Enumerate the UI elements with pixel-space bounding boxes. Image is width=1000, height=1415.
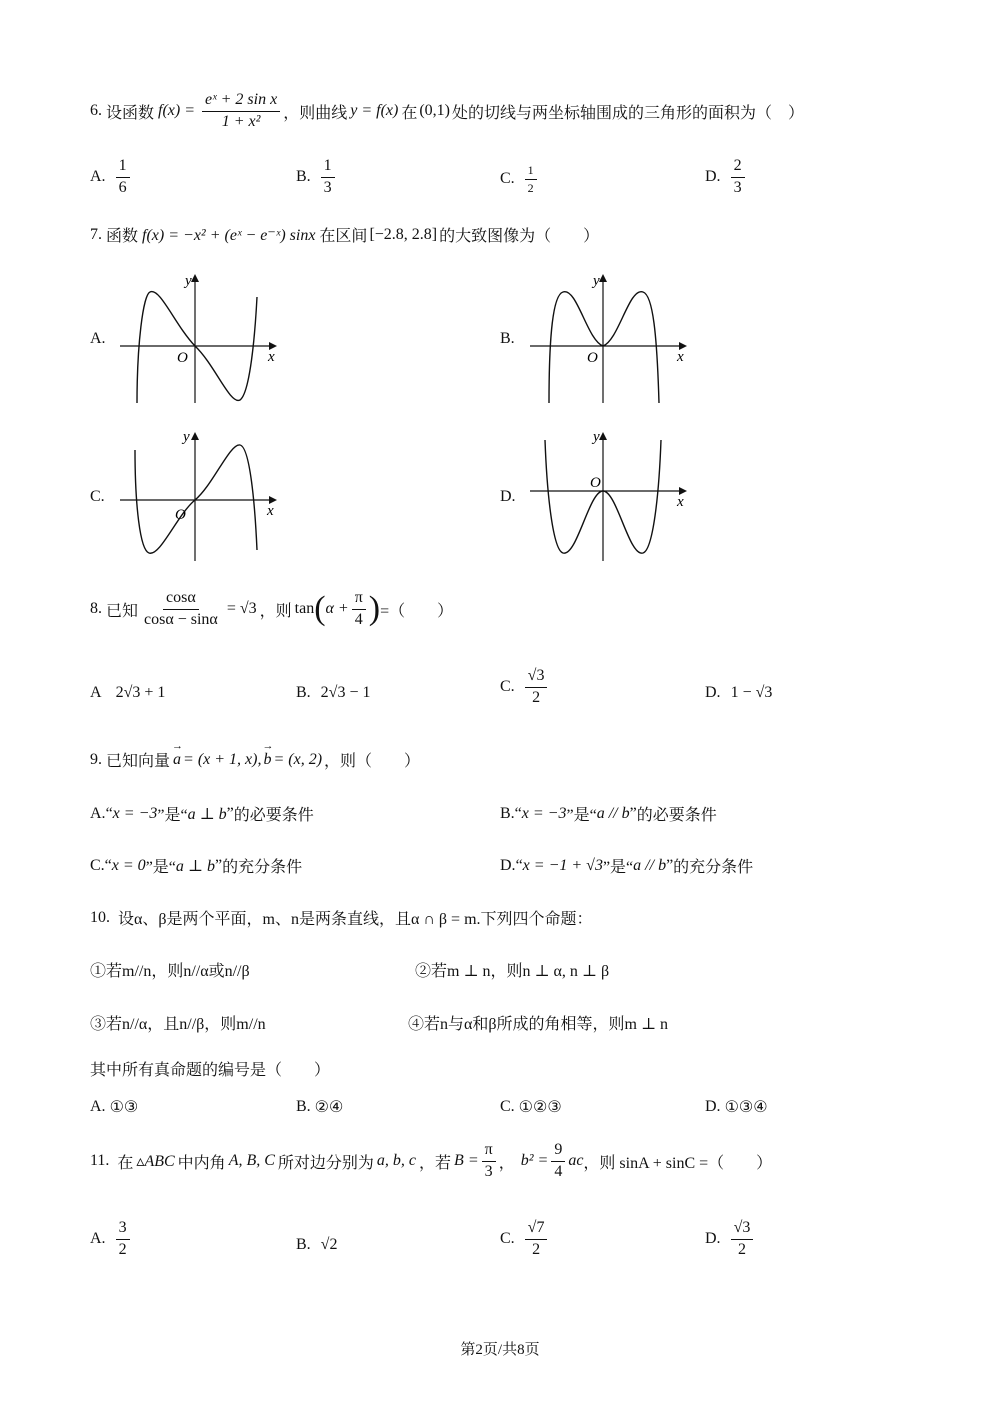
option-label: C. [500,1098,515,1115]
question-text: ，则 sinA + sinC =（ ） [583,1154,773,1172]
x-axis-label: x [267,503,274,519]
denominator: 4 [354,610,363,628]
denominator: 2 [532,1240,541,1258]
condition: x = −3 [112,804,158,822]
denominator: 3 [484,1162,493,1180]
question-text: 中内角 [177,1154,226,1172]
option-label: C. [500,1230,515,1248]
option-c[interactable] [500,668,550,707]
proposition-1 [90,958,250,981]
question-text: 已知向量 [106,753,171,770]
alpha-plus: α + [325,600,349,618]
option-value [525,164,537,194]
denominator: cosα − sinα [144,610,218,628]
numerator: √3 [525,668,548,688]
question-number: 9. [90,750,102,768]
question-text: 的大致图像为（ ） [439,228,600,245]
fraction [551,1142,565,1181]
y-axis-label: y [183,429,190,445]
function-expr: f(x) = −x² + (eˣ − e⁻ˣ) sinx [142,226,316,244]
vector-a-def: = (x + 1, x), [183,750,262,768]
question-text: ，则（ ） [324,753,421,770]
graph-option-d-label[interactable]: D. [500,488,516,505]
option-value: 2√3 − 1 [320,684,371,701]
graph-a[interactable] [115,265,285,405]
vector-a: → a [173,751,181,769]
b-squared: b² = [520,1152,549,1170]
denominator: 6 [118,178,127,196]
option-label: B. [296,1098,311,1115]
option-b[interactable] [296,1236,337,1254]
y-arrow-icon [599,432,607,440]
option-a[interactable] [90,684,165,702]
proposition-4 [408,1011,668,1034]
pi-fraction [482,1142,496,1181]
option-b[interactable] [296,684,370,702]
question-text: 在 [401,104,418,122]
question-text: 设α、β是两个平面，m、n是两条直线，且α ∩ β = m.下列四个命题： [118,911,593,928]
option-value [116,158,130,197]
graph-c[interactable] [115,425,285,565]
relation: a // b [596,804,630,822]
option-label: D. [705,1230,721,1248]
question-text: ， [498,1154,515,1172]
numerator: cosα [163,590,199,610]
question-8 [90,590,453,629]
y-arrow-icon [191,432,199,440]
proposition-2 [415,958,609,981]
denominator: 1 + x² [221,112,261,130]
y-axis-label: y [593,429,600,445]
option-value: ①③ [109,1099,139,1116]
option-value: ②④ [314,1099,344,1116]
question-text: 在区间 [319,228,368,245]
option-c[interactable] [500,1220,550,1259]
proposition-text: ②若m ⊥ n，则n ⊥ α, n ⊥ β [415,963,610,980]
origin-label: O [587,350,598,366]
x-axis-label: x [677,349,684,365]
numerator: 9 [551,1142,565,1162]
option-b[interactable] [296,1097,343,1117]
option-value: ①②③ [518,1099,562,1116]
option-tail: 的必要条件 [636,807,717,824]
option-label: B. [500,804,515,822]
curve [137,292,257,403]
sides: a, b, c [376,1152,417,1170]
option-c[interactable] [500,1097,562,1117]
equals-value: = √3 [226,600,257,618]
numerator: 3 [116,1220,130,1240]
option-label: C. [500,678,515,696]
option-label: D. [500,856,516,874]
graph-d[interactable] [525,425,695,565]
option-value [525,1220,548,1259]
numerator: 1 [116,158,130,178]
triangle: ▵ABC [136,1153,175,1171]
graph-option-a-label[interactable]: A. [90,330,106,347]
y-arrow-icon [599,274,607,282]
denominator: 3 [733,178,742,196]
option-tail: 的充分条件 [673,859,754,876]
denominator: 2 [532,688,541,706]
open-paren: ( [314,590,326,628]
denominator: 2 [527,180,534,195]
option-d[interactable] [705,158,748,197]
option-value: 2√3 + 1 [115,684,166,701]
y-axis-label: y [593,273,600,289]
angles: A, B, C [228,1152,275,1170]
condition: x = −3 [521,804,567,822]
question-text: ，若 [419,1154,452,1172]
question-text: =（ ） [380,602,454,620]
question-number: 6. [90,102,102,120]
denominator: 3 [323,178,332,196]
option-label: A. [90,1230,106,1248]
close-paren: ) [368,590,381,628]
origin-label: O [175,507,186,523]
question-text: ，则曲线 [283,104,348,122]
option-c[interactable]: C. “ x = 0 ”是“ a ⊥ b ” 的充分条件 [90,854,302,877]
option-b[interactable]: B. “ x = −3 ”是“ a // b ” 的必要条件 [500,802,717,825]
option-label: C. [500,170,515,188]
option-d[interactable] [705,1097,768,1117]
question-text: 函数 [106,228,139,245]
question-10 [90,906,593,929]
point: (0,1) [419,102,450,120]
question-11 [90,1142,772,1181]
question-number: 10. [90,908,110,926]
interval: [−2.8, 2.8] [369,225,438,243]
numerator: π [482,1142,496,1162]
option-tail: 的必要条件 [233,807,314,824]
relation: a // b [633,856,667,874]
x-axis-label: x [677,494,684,510]
option-label: B. [296,168,311,186]
question-number: 7. [90,225,102,243]
relation: a ⊥ b [187,805,227,823]
numerator: 1 [321,158,335,178]
option-value [116,1220,130,1259]
b-angle: B = [454,1152,479,1170]
option-value: √2 [320,1236,338,1253]
denominator: 2 [118,1240,127,1258]
option-label: A. [90,804,106,822]
origin-label: O [177,350,188,366]
option-value [525,668,548,707]
graph-b[interactable] [525,265,695,405]
tan-label: tan [294,600,315,618]
fraction [141,590,221,629]
option-label: D. [705,1098,721,1115]
option-label: A [90,684,102,701]
question-7 [90,223,599,246]
option-label: B. [296,684,311,701]
option-label: D. [705,168,721,186]
question-text: 处的切线与两坐标轴围成的三角形的面积为（ ） [452,104,805,122]
question-text: 在 [117,1154,134,1172]
relation: a ⊥ b [175,857,215,875]
question-number: 8. [90,600,102,618]
numerator: π [352,590,366,610]
question-text: 其中所有真命题的编号是（ ） [90,1062,331,1079]
option-d[interactable] [705,684,772,702]
question-text: 设函数 [106,104,155,122]
page-footer: 第2页/共8页 [460,1342,540,1358]
vector-b-def: = (x, 2) [273,750,323,768]
denominator: 4 [554,1162,563,1180]
option-d[interactable]: D. “ x = −1 + √3 ”是“ a // b ” 的充分条件 [500,854,753,877]
fraction [202,92,280,131]
function-expr: f(x) = [158,102,196,120]
numerator: √7 [525,1220,548,1240]
x-axis-label: x [268,349,275,365]
option-a[interactable] [90,1220,133,1259]
curve [549,292,659,403]
option-value [321,158,335,197]
option-label: A. [90,168,106,186]
option-a[interactable] [90,158,133,197]
option-value: 1 − √3 [730,684,773,701]
vector-b: → b [263,751,271,769]
option-value: ①③④ [724,1099,768,1116]
option-b[interactable] [296,158,338,197]
question-9 [90,748,420,771]
question-text: 所对边分别为 [277,1154,374,1172]
option-value [731,1220,754,1259]
curve [135,445,257,553]
numerator: √3 [731,1220,754,1240]
numerator: 2 [731,158,745,178]
origin-label: O [590,475,601,491]
option-c[interactable] [500,164,540,194]
graph-option-b-label[interactable]: B. [500,330,515,347]
proposition-text: ④若n与α和β所成的角相等，则m ⊥ n [408,1016,669,1033]
question-number: 11. [90,1152,110,1170]
numerator: 1 [525,164,537,180]
question-text: 已知 [106,602,139,620]
numerator: eˣ + 2 sin x [202,92,280,112]
curve-expr: y = f(x) [350,102,399,120]
denominator: 2 [737,1240,746,1258]
option-a[interactable]: A. “ x = −3 ”是“ a ⊥ b ” 的必要条件 [90,802,314,825]
option-label: B. [296,1236,311,1253]
question-10-ask [90,1057,330,1080]
option-label: A. [90,1098,106,1115]
graph-option-c-label[interactable]: C. [90,488,105,505]
option-a[interactable] [90,1097,138,1117]
condition: x = −1 + √3 [522,856,603,874]
proposition-text: ③若n//α，且n//β，则m//n [90,1016,266,1033]
option-tail: 的充分条件 [222,859,303,876]
y-axis-label: y [185,273,192,289]
option-d[interactable] [705,1220,756,1259]
option-value [731,158,745,197]
question-text: ，则 [259,602,292,620]
proposition-3 [90,1011,266,1034]
question-6 [90,92,804,131]
option-label: C. [90,856,105,874]
condition: x = 0 [111,856,146,874]
proposition-text: ①若m//n，则n//α或n//β [90,963,250,980]
y-arrow-icon [191,274,199,282]
ac: ac [568,1152,584,1170]
pi-fraction [352,590,366,629]
option-label: D. [705,684,721,701]
